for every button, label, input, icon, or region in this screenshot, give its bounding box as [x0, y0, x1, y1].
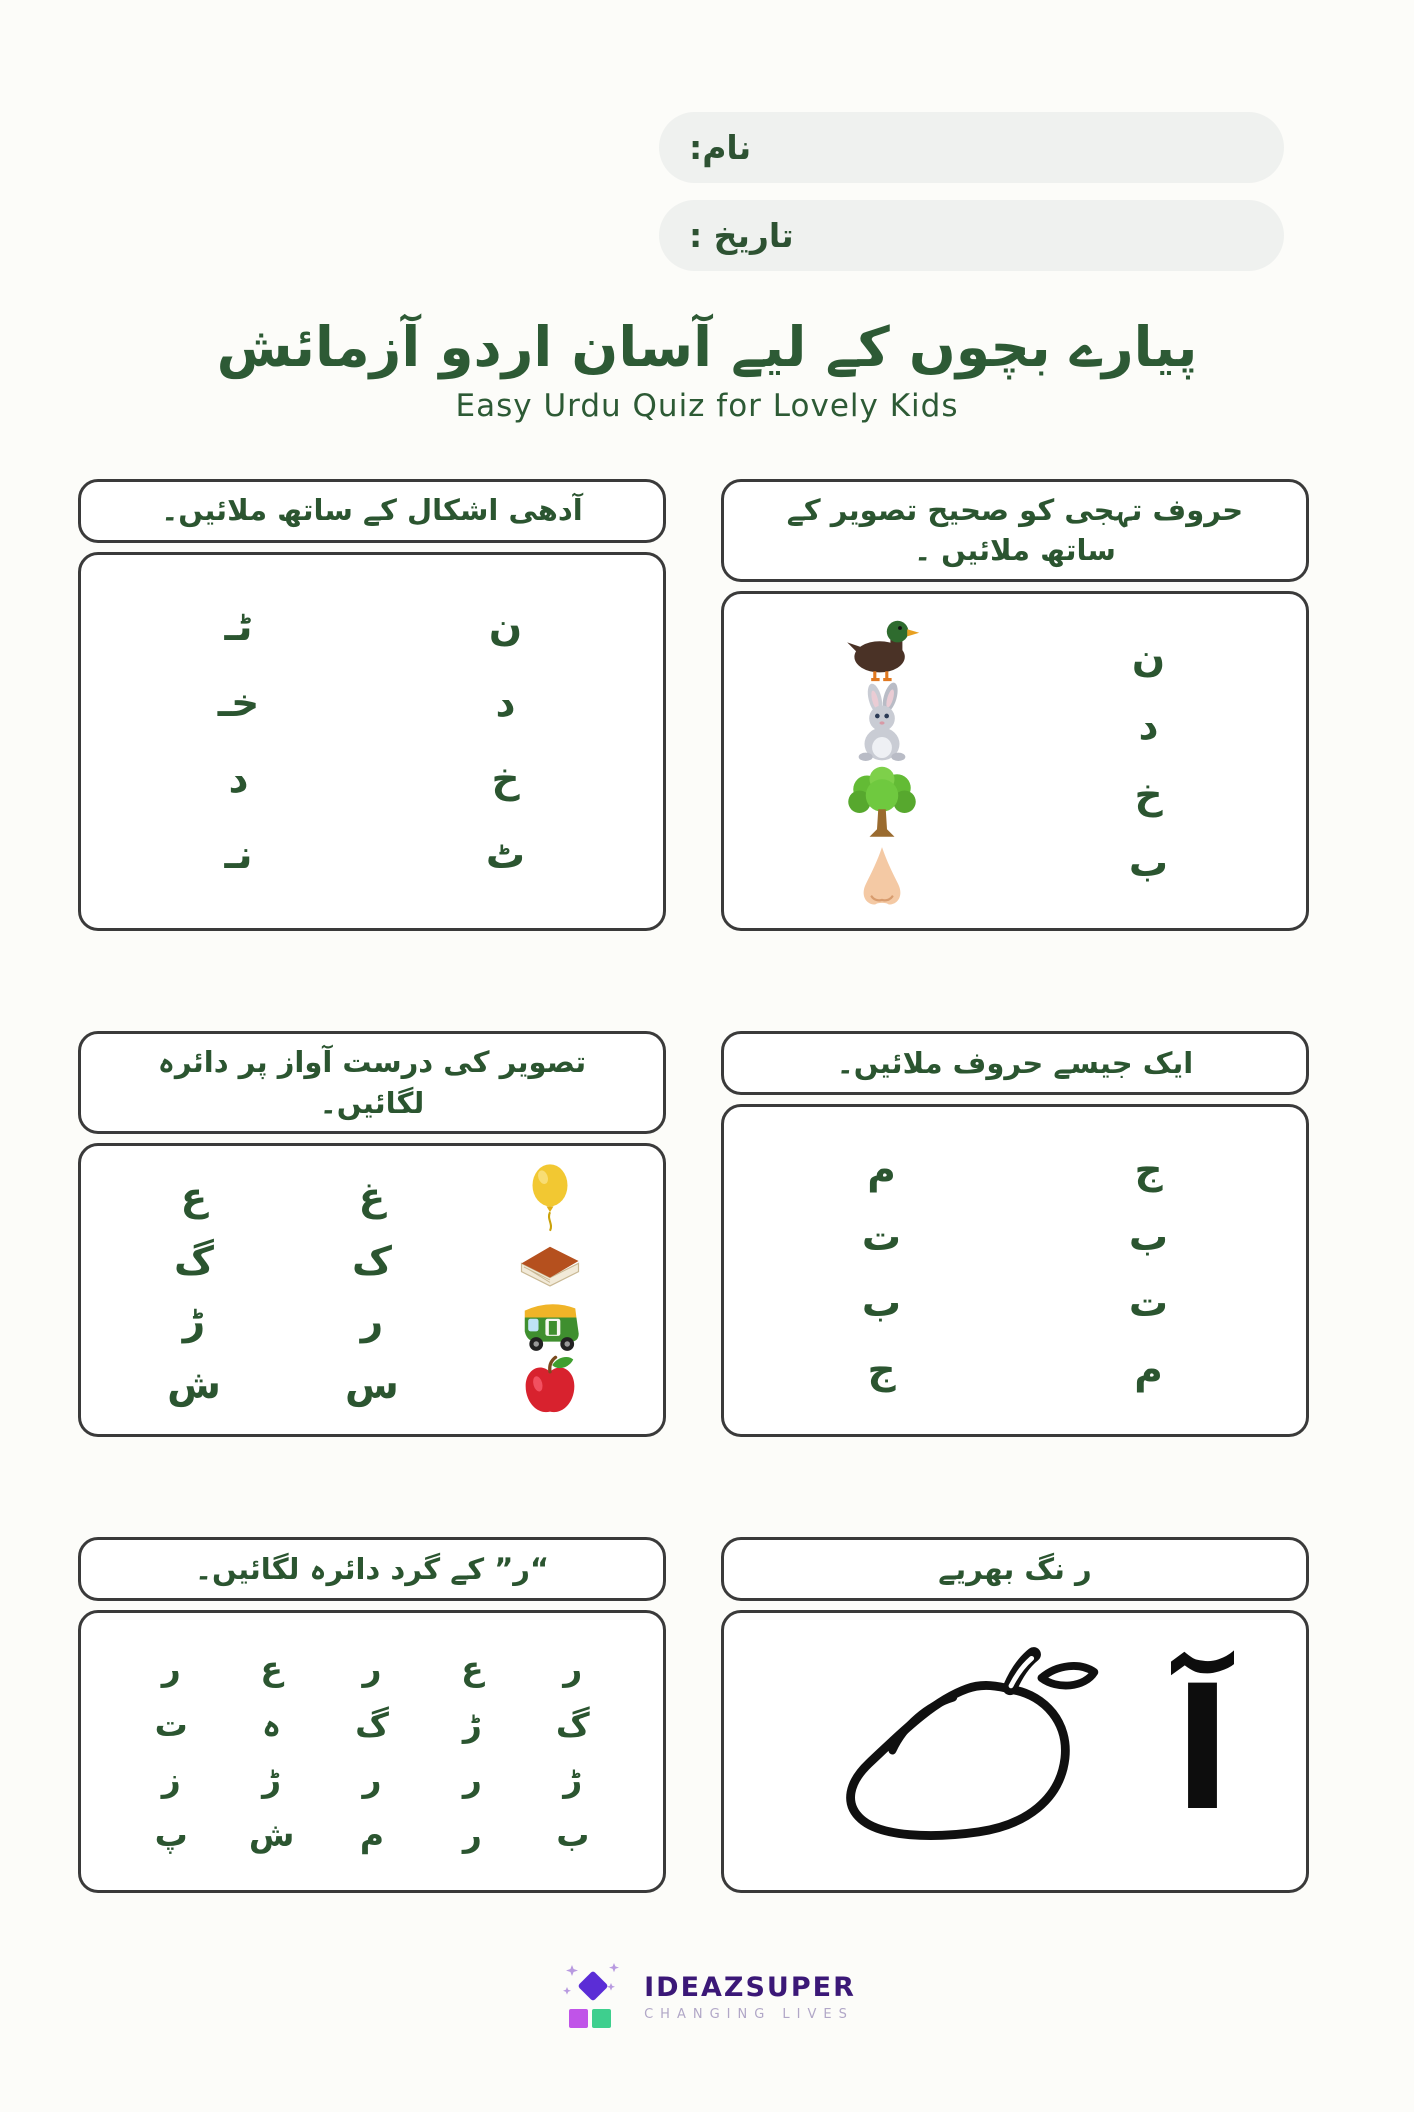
letter-option: غ — [358, 1174, 386, 1220]
letter-option: س — [345, 1362, 399, 1408]
section-body — [78, 552, 666, 931]
grid-letter: ت — [154, 1704, 188, 1744]
section-title: آدھی اشکال کے ساتھ ملائیں۔ — [78, 479, 666, 543]
footer-logo — [0, 1961, 1414, 2033]
letters-column-right — [1015, 1123, 1282, 1418]
letter-option: گ — [174, 1238, 214, 1284]
letter: خـ — [217, 680, 260, 726]
section-match-half-shapes — [78, 479, 666, 931]
letter: ن — [488, 604, 523, 650]
section-body — [721, 591, 1309, 931]
grid-letter: ب — [556, 1815, 590, 1854]
letter-option: ع — [180, 1174, 208, 1220]
section-title: تصویر کی درست آواز پر دائرہ لگائیں۔ — [78, 1031, 666, 1134]
section-match-same-letters — [721, 1031, 1309, 1437]
letter: خ — [491, 756, 520, 802]
section-match-letter-picture — [721, 479, 1309, 931]
grid-letter: ز — [161, 1759, 181, 1799]
grid-letter: ر — [462, 1759, 482, 1799]
grid-letter: ر — [362, 1649, 382, 1689]
letter: د — [228, 756, 249, 802]
letter-option: ک — [351, 1238, 392, 1284]
letters-column-left — [748, 1123, 1015, 1418]
grid-letter: ع — [260, 1649, 283, 1689]
date-label: تاریخ : — [689, 216, 794, 255]
grid-letter: ر — [161, 1649, 181, 1689]
rickshaw-icon — [461, 1290, 639, 1352]
grid-letter: ہ — [261, 1704, 282, 1744]
mango-outline-icon — [799, 1629, 1129, 1874]
brand-tagline: CHANGING LIVES — [644, 2007, 854, 2023]
sound-row — [105, 1162, 639, 1232]
grid-letter: ر — [462, 1815, 482, 1854]
letter: نـ — [224, 832, 253, 878]
alif-madda-letter: آ — [1174, 1655, 1231, 1848]
worksheet-sections — [0, 479, 1414, 1893]
nose-icon — [851, 842, 913, 912]
section-title: “ر” کے گرد دائرہ لگائیں۔ — [78, 1537, 666, 1601]
duck-icon — [843, 610, 921, 682]
grid-letter: ش — [248, 1815, 295, 1854]
letter: ب — [1128, 840, 1169, 886]
letter: د — [495, 680, 516, 726]
section-title: حروف تہجی کو صحیح تصویر کے ساتھ ملائیں ۔ — [721, 479, 1309, 582]
section-body — [721, 1610, 1309, 1893]
rabbit-icon — [847, 682, 917, 764]
brand-name: IDEAZSUPER — [644, 1972, 856, 2004]
letter: ٹ — [485, 832, 526, 878]
grid-letter: م — [359, 1815, 385, 1854]
letter: ٹـ — [224, 604, 253, 650]
grid-letter: ڑ — [462, 1704, 482, 1744]
date-input[interactable] — [659, 200, 1284, 271]
letter-option: ش — [167, 1362, 221, 1408]
grid-letter: پ — [154, 1815, 188, 1854]
letter: خ — [1134, 772, 1163, 818]
student-info-fields — [659, 112, 1284, 271]
page-title-english: Easy Urdu Quiz for Lovely Kids — [455, 387, 959, 424]
letter-option: ڑ — [182, 1298, 206, 1344]
grid-letter: ڑ — [262, 1759, 282, 1799]
apple-icon — [461, 1352, 639, 1418]
letter: ج — [1134, 1147, 1163, 1193]
ideazsuper-logo-icon — [558, 1961, 630, 2033]
section-body — [721, 1104, 1309, 1437]
section-circle-correct-sound — [78, 1031, 666, 1437]
grid-letter: ڑ — [563, 1759, 583, 1799]
letter-option: ر — [360, 1298, 384, 1344]
section-body — [78, 1143, 666, 1437]
letter: ت — [861, 1214, 902, 1260]
letter: ن — [1131, 636, 1166, 682]
letter: م — [1134, 1348, 1163, 1394]
letters-column — [1015, 610, 1282, 912]
pictures-column — [748, 610, 1015, 912]
section-title: ایک جیسے حروف ملائیں۔ — [721, 1031, 1309, 1095]
section-body — [78, 1610, 666, 1893]
grid-letter: گ — [555, 1704, 590, 1744]
grid-letter: گ — [355, 1704, 389, 1744]
section-circle-ray — [78, 1537, 666, 1893]
section-title: ر نگ بھریے — [721, 1537, 1309, 1601]
sound-row — [105, 1232, 639, 1290]
footer-text — [644, 1972, 856, 2022]
section-color-fill — [721, 1537, 1309, 1893]
letter: ت — [1128, 1281, 1169, 1327]
grid-letter: ر — [563, 1649, 583, 1689]
name-input[interactable] — [659, 112, 1284, 183]
grid-letter: ر — [362, 1759, 382, 1799]
letter: ج — [867, 1348, 896, 1394]
book-icon — [461, 1232, 639, 1290]
grid-letter: ع — [461, 1649, 484, 1689]
letter: د — [1138, 704, 1159, 750]
page-title-urdu: پیارے بچوں کے لیے آسان اردو آزمائش — [216, 315, 1198, 379]
letter: ب — [1128, 1214, 1169, 1260]
name-label: نام: — [689, 128, 752, 167]
full-letters-column — [372, 571, 639, 912]
letter: م — [867, 1147, 896, 1193]
letter: ب — [861, 1281, 902, 1327]
half-shapes-column — [105, 571, 372, 912]
sound-row — [105, 1352, 639, 1418]
tree-icon — [842, 764, 922, 842]
balloon-icon — [461, 1162, 639, 1232]
sound-row — [105, 1290, 639, 1352]
